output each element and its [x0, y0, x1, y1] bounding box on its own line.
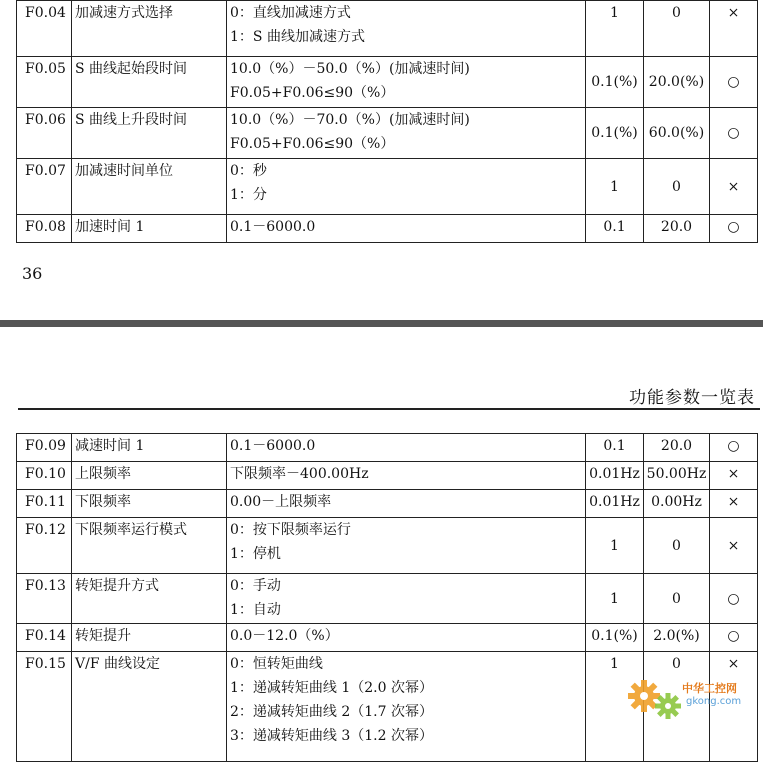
param-default: 20.0	[644, 434, 710, 462]
param-modify: ○	[710, 624, 758, 652]
param-desc: 0.1－6000.0	[227, 434, 586, 462]
param-name: 转矩提升方式	[72, 574, 227, 624]
param-code: F0.14	[17, 624, 72, 652]
param-step: 0.1	[586, 215, 644, 243]
param-code: F0.13	[17, 574, 72, 624]
param-step: 0.01Hz	[586, 462, 644, 490]
param-default: 50.00Hz	[644, 462, 710, 490]
param-desc: 0：秒 1：分	[227, 159, 586, 215]
param-code: F0.15	[17, 652, 72, 762]
watermark-text: 中华工控网	[682, 682, 737, 695]
param-desc: 0：直线加减速方式 1：S 曲线加减速方式	[227, 1, 586, 57]
param-modify: ×	[710, 462, 758, 490]
watermark-logo	[626, 676, 756, 724]
param-step: 1	[586, 159, 644, 215]
param-name: 下限频率运行模式	[72, 518, 227, 574]
param-name: S 曲线起始段时间	[72, 57, 227, 108]
param-step: 0.1(%)	[586, 108, 644, 159]
param-modify: ○	[710, 57, 758, 108]
param-desc: 0.0－12.0（%）	[227, 624, 586, 652]
param-desc: 0：恒转矩曲线 1：递减转矩曲线 1（2.0 次幂） 2：递减转矩曲线 2（1.7 次幂） 3：递减转矩曲线 3（1.2 次幂）	[227, 652, 586, 762]
param-code: F0.08	[17, 215, 72, 243]
param-default: 60.0(%)	[644, 108, 710, 159]
param-code: F0.05	[17, 57, 72, 108]
param-code: F0.10	[17, 462, 72, 490]
param-modify: ○	[710, 434, 758, 462]
param-step: 1	[586, 574, 644, 624]
param-step: 0.01Hz	[586, 490, 644, 518]
page-number: 36	[22, 264, 43, 283]
param-desc: 下限频率－400.00Hz	[227, 462, 586, 490]
param-default: 0.00Hz	[644, 490, 710, 518]
param-modify: ×	[710, 652, 758, 762]
param-step: 0.1(%)	[586, 624, 644, 652]
param-modify: ×	[710, 490, 758, 518]
param-default: 0	[644, 1, 710, 57]
param-modify: ○	[710, 108, 758, 159]
param-desc: 10.0（%）－50.0（%）(加减速时间) F0.05+F0.06≤90（%）	[227, 57, 586, 108]
param-code: F0.07	[17, 159, 72, 215]
param-default: 20.0	[644, 215, 710, 243]
param-default: 0	[644, 652, 710, 762]
table-row	[17, 518, 758, 574]
param-default: 0	[644, 518, 710, 574]
param-desc: 0：手动 1：自动	[227, 574, 586, 624]
param-step: 0.1(%)	[586, 57, 644, 108]
param-step: 1	[586, 518, 644, 574]
param-name: 加速时间 1	[72, 215, 227, 243]
param-desc: 0.00－上限频率	[227, 490, 586, 518]
param-step: 0.1	[586, 434, 644, 462]
param-name: 减速时间 1	[72, 434, 227, 462]
param-modify: ×	[710, 518, 758, 574]
param-step: 1	[586, 1, 644, 57]
param-name: S 曲线上升段时间	[72, 108, 227, 159]
param-code: F0.11	[17, 490, 72, 518]
param-code: F0.04	[17, 1, 72, 57]
table-row	[17, 57, 758, 108]
table-row	[17, 108, 758, 159]
table-row	[17, 159, 758, 215]
param-default: 0	[644, 159, 710, 215]
param-default: 0	[644, 574, 710, 624]
page-separator	[0, 320, 763, 327]
table-row	[17, 462, 758, 490]
param-modify: ×	[710, 159, 758, 215]
watermark-url: gkong.com	[686, 696, 742, 707]
table-row	[17, 215, 758, 243]
param-desc: 10.0（%）－70.0（%）(加减速时间) F0.05+F0.06≤90（%）	[227, 108, 586, 159]
header-rule	[18, 408, 760, 410]
table-row	[17, 490, 758, 518]
param-default: 20.0(%)	[644, 57, 710, 108]
param-name: V/F 曲线设定	[72, 652, 227, 762]
table-row	[17, 1, 758, 57]
table-row	[17, 434, 758, 462]
param-default: 2.0(%)	[644, 624, 710, 652]
param-name: 下限频率	[72, 490, 227, 518]
param-name: 加减速方式选择	[72, 1, 227, 57]
param-name: 转矩提升	[72, 624, 227, 652]
page-header-title: 功能参数一览表	[629, 388, 755, 408]
param-code: F0.06	[17, 108, 72, 159]
param-modify: ×	[710, 1, 758, 57]
param-name: 加减速时间单位	[72, 159, 227, 215]
param-step: 1	[586, 652, 644, 762]
param-code: F0.09	[17, 434, 72, 462]
table-row	[17, 574, 758, 624]
param-modify: ○	[710, 574, 758, 624]
table-row	[17, 624, 758, 652]
param-table-top	[16, 0, 758, 243]
param-desc: 0.1－6000.0	[227, 215, 586, 243]
param-desc: 0：按下限频率运行 1：停机	[227, 518, 586, 574]
param-modify: ○	[710, 215, 758, 243]
param-name: 上限频率	[72, 462, 227, 490]
param-code: F0.12	[17, 518, 72, 574]
gear-icon	[626, 676, 686, 724]
